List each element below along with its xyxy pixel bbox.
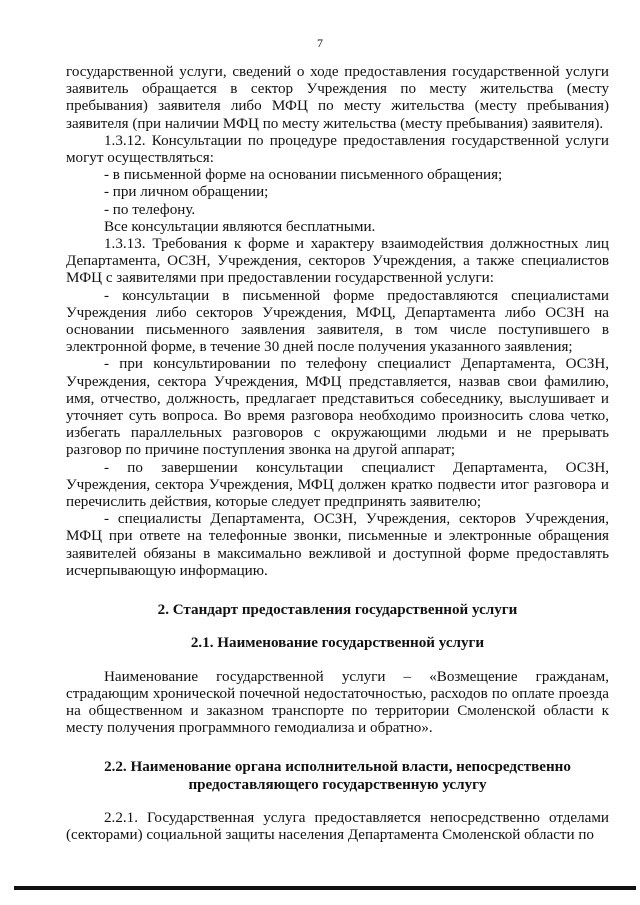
subsection-heading-2-2-line-1: 2.2. Наименование органа исполнительной власти, непосредственно xyxy=(104,759,571,776)
list-item-written: - в письменной форме на основании письменного обращения; xyxy=(104,167,503,184)
paragraph-2-2-1: 2.2.1. Государственная услуга предоставляется непосредственно отделами (секторами) социальной защиты населения Департамента Смоленской области по xyxy=(66,809,609,843)
list-item-phone-consultations: - при консультировании по телефону специалист Департамента, ОСЗН, Учреждения, сектора Учреждения, МФЦ представляется, назвав свои фамилию, имя, отчество, должность, предлагает представиться собеседнику, выслушивает и уточняет суть вопроса. Во время разговора необходимо произносить слова четко, избегать параллельных разговоров с окружающими людьми и не прерывать разговор по причине поступления звонка на другой аппарат; xyxy=(66,356,609,459)
bottom-rule xyxy=(14,886,636,890)
section-heading-2: 2. Стандарт предоставления государственной услуги xyxy=(157,602,518,619)
paragraph-1-3-13: 1.3.13. Требования к форме и характеру взаимодействия должностных лиц Департамента, ОСЗН, Учреждения, секторов Учреждения, а также специалистов МФЦ с заявителями при предоставлении государственной услуги: xyxy=(66,236,609,287)
paragraph-1-3-12: 1.3.12. Консультации по процедуре предоставления государственной услуги могут осуществляться: xyxy=(66,132,609,167)
list-item-personal: - при личном обращении; xyxy=(104,184,269,201)
page-content xyxy=(66,64,609,844)
paragraph-service-name: Наименование государственной услуги – «Возмещение гражданам, страдающим хронической почечной недостаточностью, расходов по оплате проезда на общественном и заказном транспорте по территории Смоленской области к месту получения программного гемодиализа и обратно». xyxy=(66,668,609,737)
page-number: 7 xyxy=(317,36,323,50)
paragraph-free-consultations: Все консультации являются бесплатными. xyxy=(104,218,376,235)
subsection-heading-2-2-line-2: предоставляющего государственную услугу xyxy=(188,776,487,793)
list-item-specialists-duty: - специалисты Департамента, ОСЗН, Учреждения, секторов Учреждения, МФЦ при ответе на телефонные звонки, письменные и электронные обращения заявителей обязаны в максимально вежливой и доступной форме предоставлять исчерпывающую информацию. xyxy=(66,511,609,579)
list-item-written-consultations: - консультации в письменной форме предоставляются специалистами Учреждения либо секторов Учреждения, МФЦ, Департамента либо ОСЗН на основании письменного заявления заявителя, в том числе поступившего в электронной форме, в течение 30 дней после получения указанного заявления; xyxy=(66,287,609,356)
list-item-consultation-end: - по завершении консультации специалист Департамента, ОСЗН, Учреждения, сектора Учреждения, МФЦ должен кратко подвести итог разговора и перечислить действия, которые следует предпринять заявителю; xyxy=(66,459,609,511)
paragraph-continuation: государственной услуги, сведений о ходе предоставления государственной услуги заявитель обращается в сектор Учреждения по месту жительства (месту пребывания) заявителя либо МФЦ по месту жительства (месту пребывания) заявителя (при наличии МФЦ по месту жительства (месту пребывания) заявителя). xyxy=(66,64,609,132)
list-item-phone: - по телефону. xyxy=(104,201,196,218)
subsection-heading-2-1: 2.1. Наименование государственной услуги xyxy=(190,635,485,652)
